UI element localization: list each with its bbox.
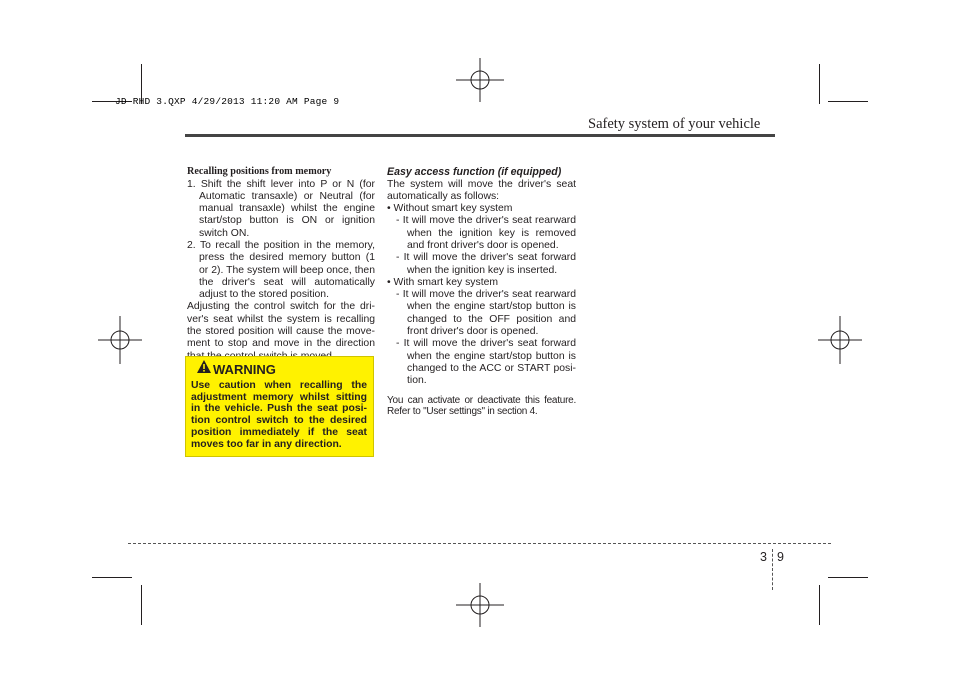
print-slug: JD RHD 3.QXP 4/29/2013 11:20 AM Page 9 [115,96,340,107]
right-column [387,166,576,418]
recall-step-2: 2. To recall the position in the memory, press the desired memory button (1 or 2). The system will beep once, then the driver's seat will automatically adjust to the stored position. [187,239,375,301]
recall-step-1: 1. Shift the shift lever into P or N (for Automatic transaxle) or Neutral (for manual transaxle) whilst the engine start/stop button is ON or ignition switch ON. [187,178,375,239]
user-settings-note: You can activate or deactivate this feature. Refer to "User settings" in section 4. [387,394,576,418]
spacer [387,388,576,395]
easy-access-intro: The system will move the driver's seat automatically as follows: [387,178,576,202]
warning-text: Use caution when recalling the adjustment memory whilst sitting in the vehicle. Push the seat posi-tion control switch to the desired position immediately if the seat moves too far in any direction. [191,380,367,450]
registration-mark-icon [96,316,144,364]
page-number-divider [772,549,774,590]
page-number: 9 [777,550,784,564]
adjusting-paragraph: Adjusting the control switch for the dri-ver's seat whilst the system is recalling the stored position will cause the move-ment to stop and move in the direction [187,301,375,350]
crop-mark [141,585,142,625]
bullet-without-smart-key-b: - It will move the driver's seat forward when the ignition key is inserted. [396,252,576,276]
bullet-with-smart-key-a: - It will move the driver's seat rearward when the engine start/stop button is changed to the OFF position and front driver's door is opened. [396,289,576,338]
bullet-with-smart-key: • With smart key system [387,276,499,288]
crop-mark [828,577,868,578]
easy-access-heading: Easy access function (if equipped) [387,166,562,178]
recall-heading: Recalling positions from memory [187,166,332,177]
registration-mark-icon [456,581,504,629]
section-title: Safety system of your vehicle [588,116,761,132]
crop-mark [828,101,868,102]
left-column [187,166,375,363]
bullet-with-smart-key-b: - It will move the driver's seat forward when the engine start/stop button is changed to the ACC or START posi-tion. [396,338,576,387]
registration-mark-icon [816,316,864,364]
footer-dashed-rule [128,543,831,544]
crop-mark [92,577,132,578]
registration-mark-icon [456,56,504,104]
crop-mark [819,64,820,104]
header-rule [185,134,775,137]
warning-triangle-icon [197,360,211,373]
chapter-number: 3 [760,550,767,564]
bullet-without-smart-key: • Without smart key system [387,203,513,215]
bullet-without-smart-key-a: - It will move the driver's seat rearward when the ignition key is removed and front driver's door is opened. [396,215,576,251]
crop-mark [819,585,820,625]
warning-title: WARNING [213,362,276,377]
